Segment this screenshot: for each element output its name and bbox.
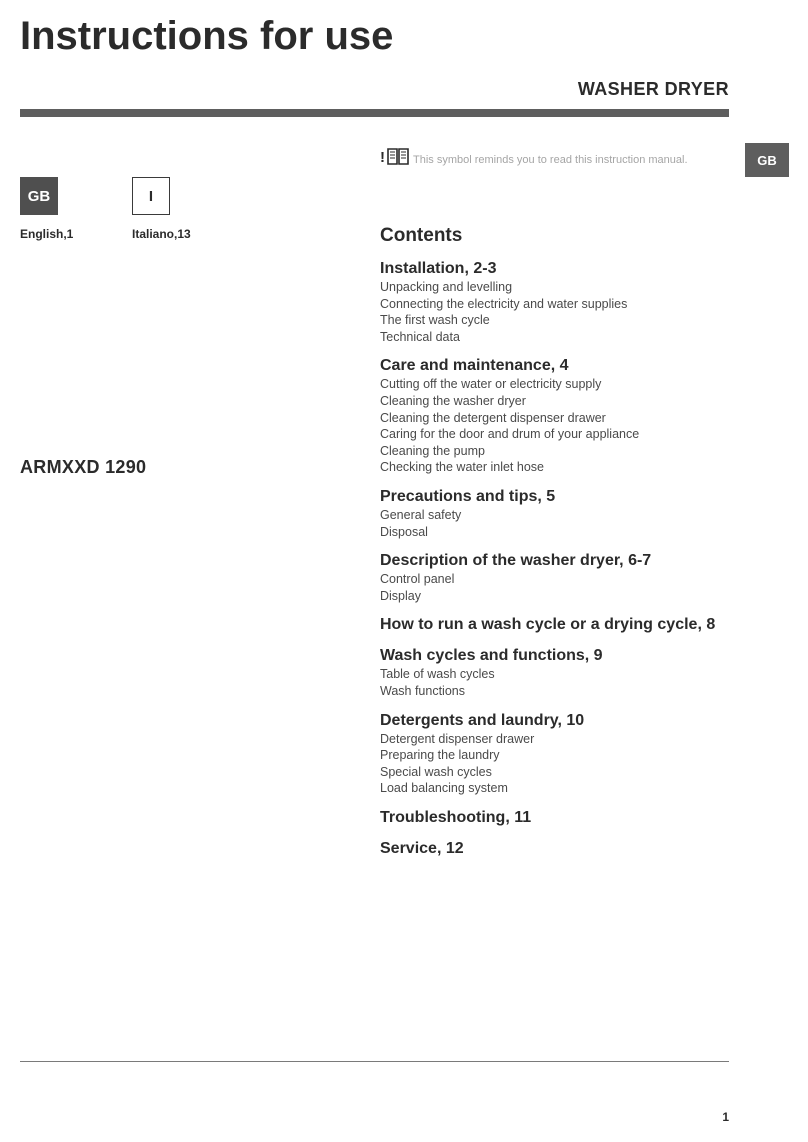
toc-subitem: Display bbox=[380, 588, 421, 603]
book-icon bbox=[386, 146, 410, 166]
toc-subitem: General safety bbox=[380, 507, 462, 522]
toc-section-title: Description of the washer dryer, 6-7 bbox=[380, 552, 652, 570]
product-type: WASHER DRYER bbox=[577, 79, 729, 99]
toc-section bbox=[380, 614, 740, 635]
toc-subitem: Cleaning the pump bbox=[380, 443, 485, 458]
toc-subitem: Unpacking and levelling bbox=[380, 280, 513, 294]
language-side-tab: GB bbox=[745, 143, 789, 177]
toc-section bbox=[380, 645, 740, 699]
toc-subitem: Disposal bbox=[380, 524, 428, 539]
toc-subitem-list bbox=[380, 279, 740, 345]
page-title: Instructions for use bbox=[20, 14, 394, 58]
toc-section-title: Troubleshooting, 11 bbox=[380, 808, 532, 826]
toc-section-title: How to run a wash cycle or a drying cycle, 8 bbox=[380, 616, 716, 634]
toc-subitem: Table of wash cycles bbox=[380, 667, 495, 682]
toc-section bbox=[380, 838, 740, 859]
toc-subitem: Cleaning the washer dryer bbox=[380, 393, 526, 408]
toc-subitem: The first wash cycle bbox=[380, 313, 490, 328]
toc-section bbox=[380, 710, 740, 797]
toc-subitem: Detergent dispenser drawer bbox=[380, 731, 535, 746]
toc-section-title: Installation, 2-3 bbox=[380, 260, 497, 277]
toc-section-title: Wash cycles and functions, 9 bbox=[380, 647, 603, 665]
table-of-contents bbox=[380, 258, 740, 869]
toc-subitem: Special wash cycles bbox=[380, 764, 492, 779]
notice-text: This symbol reminds you to read this instruction manual. bbox=[413, 154, 688, 166]
model-name: ARMXXD 1290 bbox=[20, 457, 147, 477]
toc-subitem: Cleaning the detergent dispenser drawer bbox=[380, 410, 606, 425]
exclamation-icon: ! bbox=[380, 149, 385, 166]
toc-subitem: Wash functions bbox=[380, 683, 465, 698]
language-badge-gb: GB bbox=[20, 177, 58, 215]
toc-subitem: Load balancing system bbox=[380, 781, 508, 796]
language-label-italiano: Italiano,13 bbox=[132, 227, 191, 241]
title-divider bbox=[20, 109, 729, 117]
toc-subitem: Preparing the laundry bbox=[380, 748, 500, 763]
toc-subitem: Caring for the door and drum of your appliance bbox=[380, 427, 640, 442]
toc-section-title: Service, 12 bbox=[380, 839, 464, 857]
toc-section-title: Detergents and laundry, 10 bbox=[380, 711, 585, 729]
toc-section-title: Care and maintenance, 4 bbox=[380, 357, 569, 375]
contents-heading: Contents bbox=[380, 225, 463, 246]
language-label-english: English,1 bbox=[20, 227, 74, 241]
manual-notice bbox=[380, 146, 688, 166]
toc-subitem-list bbox=[380, 731, 740, 797]
toc-section bbox=[380, 355, 740, 476]
toc-section-title: Precautions and tips, 5 bbox=[380, 487, 556, 505]
toc-subitem: Control panel bbox=[380, 572, 455, 587]
toc-subitem: Connecting the electricity and water supplies bbox=[380, 296, 628, 311]
toc-subitem: Cutting off the water or electricity supply bbox=[380, 377, 602, 392]
page-number: 1 bbox=[722, 1110, 729, 1124]
language-badge-it: I bbox=[132, 177, 170, 215]
toc-subitem: Technical data bbox=[380, 329, 460, 344]
footer-divider bbox=[20, 1061, 729, 1062]
toc-section bbox=[380, 807, 740, 828]
toc-subitem-list bbox=[380, 666, 740, 699]
toc-section bbox=[380, 486, 740, 540]
toc-section bbox=[380, 258, 740, 345]
toc-section bbox=[380, 550, 740, 604]
toc-subitem-list bbox=[380, 376, 740, 476]
toc-subitem-list bbox=[380, 571, 740, 604]
toc-subitem: Checking the water inlet hose bbox=[380, 460, 544, 475]
toc-subitem-list bbox=[380, 507, 740, 540]
